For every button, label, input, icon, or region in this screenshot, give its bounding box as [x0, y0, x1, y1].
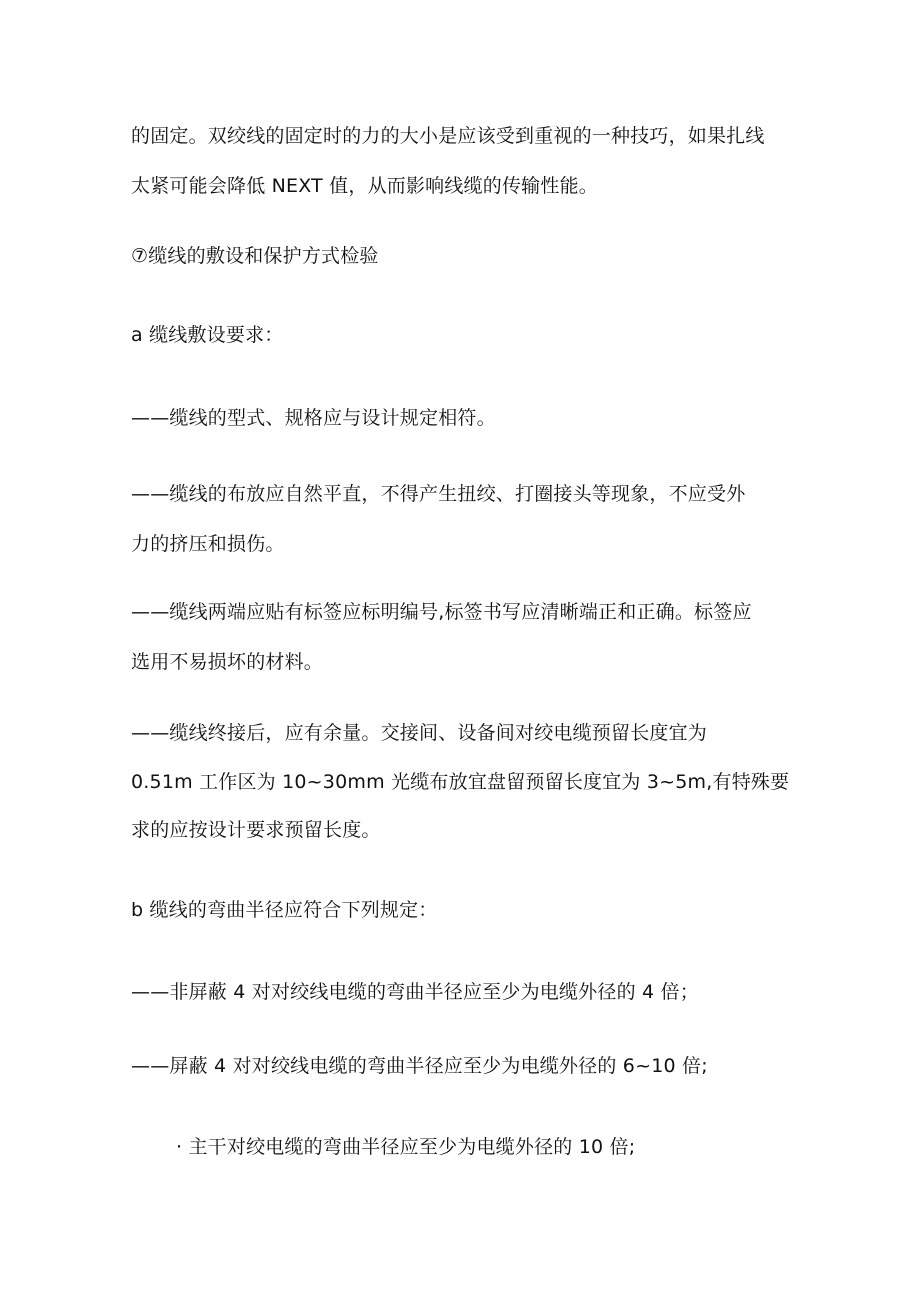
subsection-a-heading: a 缆线敷设要求：	[131, 324, 284, 346]
requirement-item-4-line-3: 求的应按设计要求预留长度。	[131, 819, 381, 841]
subsection-b-heading: b 缆线的弯曲半径应符合下列规定：	[131, 899, 438, 921]
bend-radius-item-1: ——非屏蔽 4 对对绞线电缆的弯曲半径应至少为电缆外径的 4 倍；	[131, 981, 699, 1003]
section-heading: ⑦缆线的敷设和保护方式检验	[131, 245, 379, 267]
paragraph-line-2: 太紧可能会降低 NEXT 值，从而影响线缆的传输性能。	[131, 175, 598, 197]
requirement-item-1: ——缆线的型式、规格应与设计规定相符。	[131, 407, 496, 429]
requirement-item-4-line-2: 0.51m 工作区为 10~30mm 光缆布放宜盘留预留长度宜为 3~5m,有特殊要	[131, 771, 790, 793]
requirement-item-2-line-1: ——缆线的布放应自然平直，不得产生扭绞、打圈接头等现象，不应受外	[131, 483, 746, 505]
paragraph-line-1: 的固定。双绞线的固定时的力的大小是应该受到重视的一种技巧，如果扎线	[131, 125, 765, 147]
requirement-item-3-line-1: ——缆线两端应贴有标签应标明编号,标签书写应清晰端正和正确。标签应	[131, 601, 752, 623]
bend-radius-item-3: · 主干对绞电缆的弯曲半径应至少为电缆外径的 10 倍;	[176, 1136, 636, 1158]
requirement-item-3-line-2: 选用不易损坏的材料。	[131, 651, 324, 673]
requirement-item-4-line-1: ——缆线终接后，应有余量。交接间、设备间对绞电缆预留长度宜为	[131, 722, 708, 744]
bend-radius-item-2: ——屏蔽 4 对对绞线电缆的弯曲半径应至少为电缆外径的 6~10 倍;	[131, 1055, 708, 1077]
requirement-item-2-line-2: 力的挤压和损伤。	[131, 533, 285, 555]
